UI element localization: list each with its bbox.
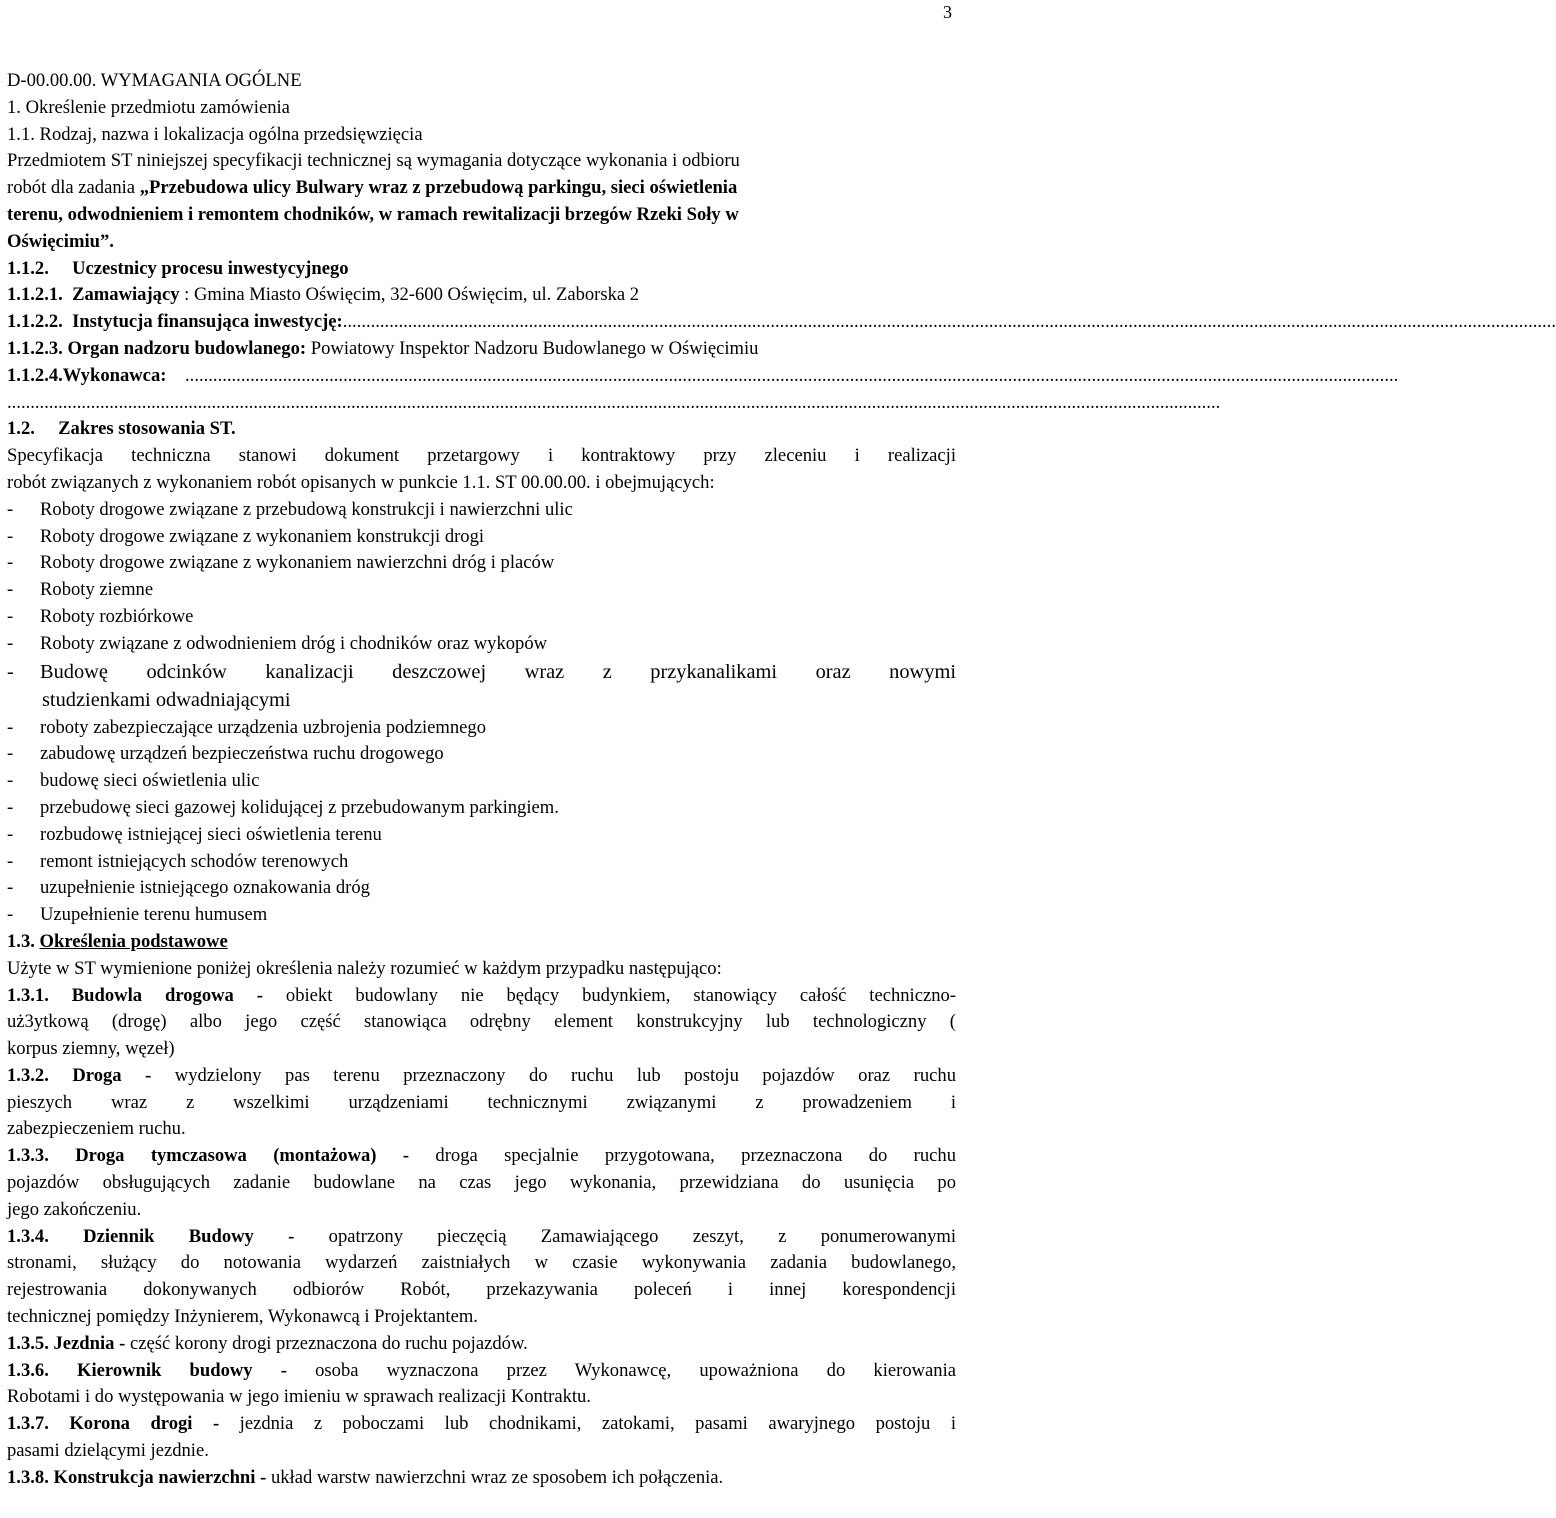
definition-1: 1.3.1. Budowla drogowa - obiekt budowlany nie będący budynkiem, stanowiący całość techniczno- uż3ytkową (drogę) albo jego część stanowiąca odrębny element konstrukcyjny lub technologiczny ( korpus ziemny, węzeł) xyxy=(7,984,957,1060)
section-1-heading: 1. Określenie przedmiotu zamówienia xyxy=(7,96,290,118)
project-name-part-1: „Przebudowa ulicy Bulwary wraz z przebudową parkingu, sieci oświetlenia xyxy=(139,177,738,199)
scope-paragraph-line-1: Specyfikacja techniczna stanowi dokument przetargowy i kontraktowy przy zleceniu i realizacji xyxy=(7,445,956,467)
participant-organ-nadzoru: 1.1.2.3. Organ nadzoru budowlanego: Powiatowy Inspektor Nadzoru Budowlanego w Oświęcimiu xyxy=(7,337,759,359)
definition-7: 1.3.7. Korona drogi - jezdnia z poboczami lub chodnikami, zatokami, pasami awaryjnego postoju i pasami dzielącymi jezdnie. xyxy=(7,1413,956,1462)
definitions-heading: 1.3. Określenia podstawowe xyxy=(7,930,228,952)
definition-8: 1.3.8. Konstrukcja nawierzchni - układ warstw nawierzchni wraz ze sposobem ich połączenia. xyxy=(7,1466,724,1488)
intro-line-2: robót dla zadania „Przebudowa ulicy Bulwary wraz z przebudową parkingu, sieci oświetlenia xyxy=(7,177,738,199)
scope-heading: 1.2. Zakres stosowania ST. xyxy=(7,418,236,440)
list-item: - rozbudowę istniejącej sieci oświetlenia terenu xyxy=(7,823,382,845)
scope-list-b xyxy=(7,715,956,929)
intro-line-4 xyxy=(7,229,956,256)
list-item: - Roboty ziemne xyxy=(7,579,154,601)
definitions-intro: Użyte w ST wymienione poniżej określenia należy rozumieć w każdym przypadku następująco: xyxy=(7,957,722,979)
participant-instytucja: 1.1.2.2. Instytucja finansująca inwestycję: ..................................................................................................................................................................................................................................................................... xyxy=(7,311,1556,333)
list-item: - budowę sieci oświetlenia ulic xyxy=(7,770,260,792)
definition-5: 1.3.5. Jezdnia - część korony drogi przeznaczona do ruchu pojazdów. xyxy=(7,1332,528,1354)
project-name-part-2: terenu, odwodnieniem i remontem chodników, w ramach rewitalizacji brzegów Rzeki Soły w xyxy=(7,203,739,225)
list-item: - zabudowę urządzeń bezpieczeństwa ruchu drogowego xyxy=(7,743,444,765)
definition-3: 1.3.3. Droga tymczasowa (montażowa) - droga specjalnie przygotowana, przeznaczona do ruchu pojazdów obsługujących zadanie budowlane na czas jego wykonania, przewidziana do usunięcia po jego zakończeniu. xyxy=(7,1145,956,1220)
project-name-part-3: Oświęcimiu”. xyxy=(7,230,114,252)
definition-2: 1.3.2. Droga - wydzielony pas terenu przeznaczony do ruchu lub postoju pojazdów oraz ruchu pieszych wraz z wszelkimi urządzeniami technicznymi związanymi z prowadzeniem i zabezpieczeniem ruchu. xyxy=(7,1064,956,1140)
section-1-1-heading: 1.1. Rodzaj, nazwa i lokalizacja ogólna przedsięwzięcia xyxy=(7,123,423,145)
list-item: - Roboty związane z odwodnieniem dróg i chodników oraz wykopów xyxy=(7,632,548,654)
list-item: - remont istniejących schodów terenowych xyxy=(7,850,349,872)
intro-line-3 xyxy=(7,202,956,229)
scope-paragraph-line-2: robót związanych z wykonaniem robót opisanych w punkcie 1.1. ST 00.00.00. i obejmujących: xyxy=(7,471,715,493)
definition-6: 1.3.6. Kierownik budowy - osoba wyznaczona przez Wykonawcę, upoważniona do kierowania Robotami i do występowania w jego imieniu w sprawach realizacji Kontraktu. xyxy=(7,1359,957,1408)
page-number: 3 xyxy=(943,2,952,22)
list-item: - roboty zabezpieczające urządzenia uzbrojenia podziemnego xyxy=(7,716,486,738)
list-item: - Roboty drogowe związane z wykonaniem nawierzchni dróg i placów xyxy=(7,552,555,574)
list-item: - uzupełnienie istniejącego oznakowania dróg xyxy=(7,877,370,899)
participants-heading: 1.1.2. Uczestnicy procesu inwestycyjnego xyxy=(7,257,349,279)
definition-4: 1.3.4. Dziennik Budowy - opatrzony pieczęcią Zamawiającego zeszyt, z ponumerowanymi stronami, służący do notowania wydarzeń zaistniałych w czasie wykonywania zadania budowlanego, rejestrowania dokonywanych odbiorów Robót, przekazywania poleceń i innej korespondencji technicznej pomiędzy Inżynierem, Wykonawcą i Projektantem. xyxy=(7,1225,957,1328)
participant-zamawiajacy: 1.1.2.1. Zamawiający : Gmina Miasto Oświęcim, 32-600 Oświęcim, ul. Zaborska 2 xyxy=(7,284,640,306)
list-item: - przebudowę sieci gazowej kolidującej z przebudowanym parkingiem. xyxy=(7,796,559,818)
list-item: - Uzupełnienie terenu humusem xyxy=(7,904,268,926)
intro-line-1: Przedmiotem ST niniejszej specyfikacji technicznej są wymagania dotyczące wykonania i odbioru xyxy=(7,150,740,172)
list-item: - Roboty drogowe związane z przebudową konstrukcji i nawierzchni ulic xyxy=(7,498,573,520)
participant-wykonawca: 1.1.2.4.Wykonawca: ..................................................................................................................................................................................................................................................................... xyxy=(7,364,1399,386)
list-item: - Roboty rozbiórkowe xyxy=(7,605,194,627)
spec-code-title: D-00.00.00. WYMAGANIA OGÓLNE xyxy=(7,70,302,91)
document-page xyxy=(7,0,1556,1492)
scope-list-a xyxy=(7,497,956,658)
list-item-kanalizacja: - Budowę odcinków kanalizacji deszczowej wraz z przykanalikami oraz nowymi studzienkami odwadniającymi xyxy=(7,660,956,712)
list-item: - Roboty drogowe związane z wykonaniem konstrukcji drogi xyxy=(7,525,485,547)
wykonawca-dots-line: ..................................................................................................................................................................................................................................................................... xyxy=(7,391,1221,413)
